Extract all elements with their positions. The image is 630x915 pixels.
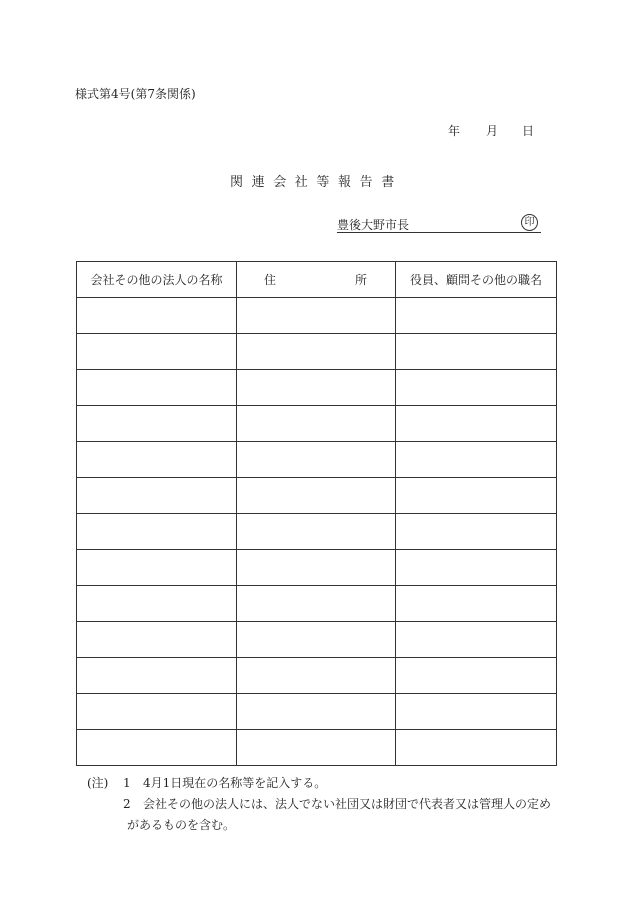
position-cell[interactable] [396,406,557,442]
address-cell[interactable] [237,442,396,478]
notes-label: (注) [87,776,109,790]
position-cell[interactable] [396,478,557,514]
address-cell[interactable] [237,514,396,550]
table-row [77,370,557,406]
company-name-cell[interactable] [77,442,237,478]
note-item-1 [87,773,551,794]
table-body [77,298,557,766]
column-header-address [237,262,396,298]
position-cell[interactable] [396,658,557,694]
address-cell[interactable] [237,694,396,730]
address-cell[interactable] [237,730,396,766]
position-cell[interactable] [396,694,557,730]
note-item-2 [87,794,551,815]
column-header-position: 役員、顧問その他の職名 [396,262,557,298]
addressee-line [337,214,541,233]
position-cell[interactable] [396,586,557,622]
column-header-address-right: 所 [354,273,367,287]
position-cell[interactable] [396,514,557,550]
date-day-label: 日 [522,124,535,138]
seal-mark: 印 [521,214,538,231]
document-title: 関連会社等報告書 [230,175,403,190]
company-name-cell[interactable] [77,514,237,550]
address-cell[interactable] [237,298,396,334]
company-name-cell[interactable] [77,586,237,622]
date-month-label: 月 [486,124,499,138]
note-text: 会社その他の法人には、法人でない社団又は財団で代表者又は管理人の定め [143,797,552,811]
position-cell[interactable] [396,370,557,406]
address-cell[interactable] [237,406,396,442]
position-cell[interactable] [396,550,557,586]
notes-section [87,773,551,836]
table-row [77,550,557,586]
note-number: 2 [123,797,131,811]
address-cell[interactable] [237,334,396,370]
company-name-cell[interactable] [77,730,237,766]
company-name-cell[interactable] [77,334,237,370]
table-row [77,478,557,514]
position-cell[interactable] [396,442,557,478]
table-header-row [77,262,557,298]
position-cell[interactable] [396,622,557,658]
report-table [76,261,557,766]
company-name-cell[interactable] [77,478,237,514]
table-row [77,442,557,478]
table-row [77,730,557,766]
note-number: 1 [123,776,131,790]
column-header-address-left: 住 [264,273,277,287]
table-row [77,586,557,622]
addressee-name: 豊後大野市長 [337,218,410,232]
company-name-cell[interactable] [77,622,237,658]
address-cell[interactable] [237,586,396,622]
address-cell[interactable] [237,658,396,694]
company-name-cell[interactable] [77,550,237,586]
column-header-company-name: 会社その他の法人の名称 [77,262,237,298]
date-line [448,122,542,139]
company-name-cell[interactable] [77,298,237,334]
date-year-label: 年 [448,124,461,138]
position-cell[interactable] [396,298,557,334]
address-cell[interactable] [237,622,396,658]
company-name-cell[interactable] [77,658,237,694]
table-row [77,622,557,658]
position-cell[interactable] [396,730,557,766]
form-number: 様式第4号(第7条関係) [75,87,196,101]
company-name-cell[interactable] [77,694,237,730]
table-row [77,658,557,694]
table-row [77,514,557,550]
note-continuation: があるものを含む。 [127,818,236,832]
table-row [77,298,557,334]
address-cell[interactable] [237,550,396,586]
table-row [77,334,557,370]
company-name-cell[interactable] [77,370,237,406]
table-row [77,406,557,442]
address-cell[interactable] [237,370,396,406]
table-row [77,694,557,730]
address-cell[interactable] [237,478,396,514]
note-text: 4月1日現在の名称等を記入する。 [143,776,327,790]
position-cell[interactable] [396,334,557,370]
company-name-cell[interactable] [77,406,237,442]
